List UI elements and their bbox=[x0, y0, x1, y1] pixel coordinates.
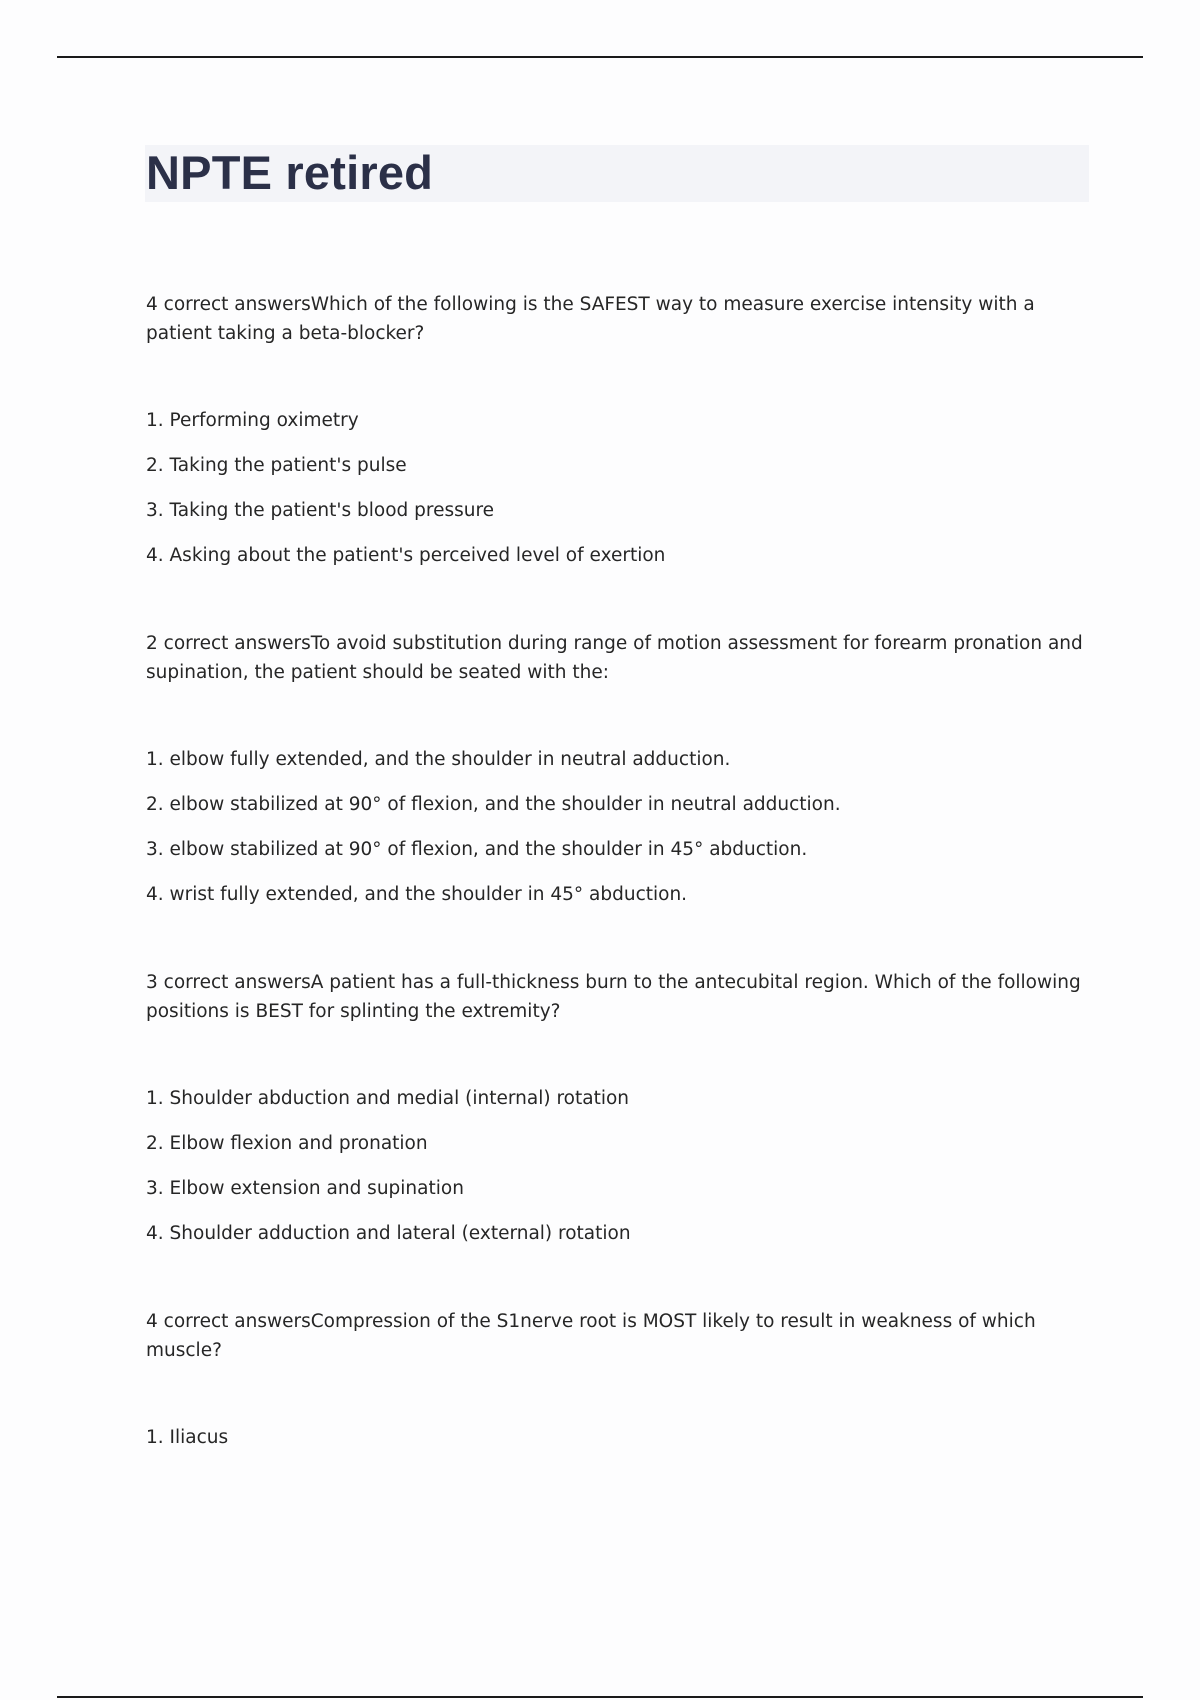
answer-option: 1. Performing oximetry bbox=[146, 410, 359, 431]
answer-option: 4. wrist fully extended, and the shoulder in 45° abduction. bbox=[146, 884, 688, 905]
question-text: 4 correct answersWhich of the following is the SAFEST way to measure exercise intensity with a patient taking a beta-blocker? bbox=[146, 294, 1035, 344]
question-text: 3 correct answersA patient has a full-thickness burn to the antecubital region. Which of the following positions is BEST for splinting the extremity? bbox=[146, 972, 1081, 1022]
answer-option: 1. Iliacus bbox=[146, 1427, 229, 1448]
answer-option: 2. elbow stabilized at 90° of flexion, and the shoulder in neutral adduction. bbox=[146, 794, 841, 815]
question-text: 4 correct answersCompression of the S1nerve root is MOST likely to result in weakness of which muscle? bbox=[146, 1311, 1036, 1361]
answer-option: 2. Taking the patient's pulse bbox=[146, 455, 407, 476]
answer-option: 2. Elbow flexion and pronation bbox=[146, 1133, 428, 1154]
answer-option: 3. elbow stabilized at 90° of flexion, and the shoulder in 45° abduction. bbox=[146, 839, 808, 860]
question-block-2 bbox=[146, 629, 1096, 907]
question-block-1 bbox=[146, 290, 1096, 568]
answer-list bbox=[146, 1426, 1096, 1450]
top-rule bbox=[57, 56, 1143, 58]
answer-list bbox=[146, 409, 1096, 568]
answer-list bbox=[146, 748, 1096, 907]
document-body bbox=[146, 290, 1096, 1511]
answer-option: 3. Elbow extension and supination bbox=[146, 1178, 464, 1199]
answer-list bbox=[146, 1087, 1096, 1246]
question-block-4 bbox=[146, 1307, 1096, 1450]
answer-option: 4. Shoulder adduction and lateral (external) rotation bbox=[146, 1223, 631, 1244]
answer-option: 1. elbow fully extended, and the shoulder in neutral adduction. bbox=[146, 749, 731, 770]
answer-option: 3. Taking the patient's blood pressure bbox=[146, 500, 495, 521]
answer-option: 4. Asking about the patient's perceived level of exertion bbox=[146, 545, 666, 566]
bottom-rule bbox=[57, 1696, 1143, 1698]
question-block-3 bbox=[146, 968, 1096, 1246]
answer-option: 1. Shoulder abduction and medial (internal) rotation bbox=[146, 1088, 630, 1109]
page-title: NPTE retired bbox=[146, 146, 434, 199]
question-text: 2 correct answersTo avoid substitution during range of motion assessment for forearm pronation and supination, the patient should be seated with the: bbox=[146, 633, 1083, 683]
